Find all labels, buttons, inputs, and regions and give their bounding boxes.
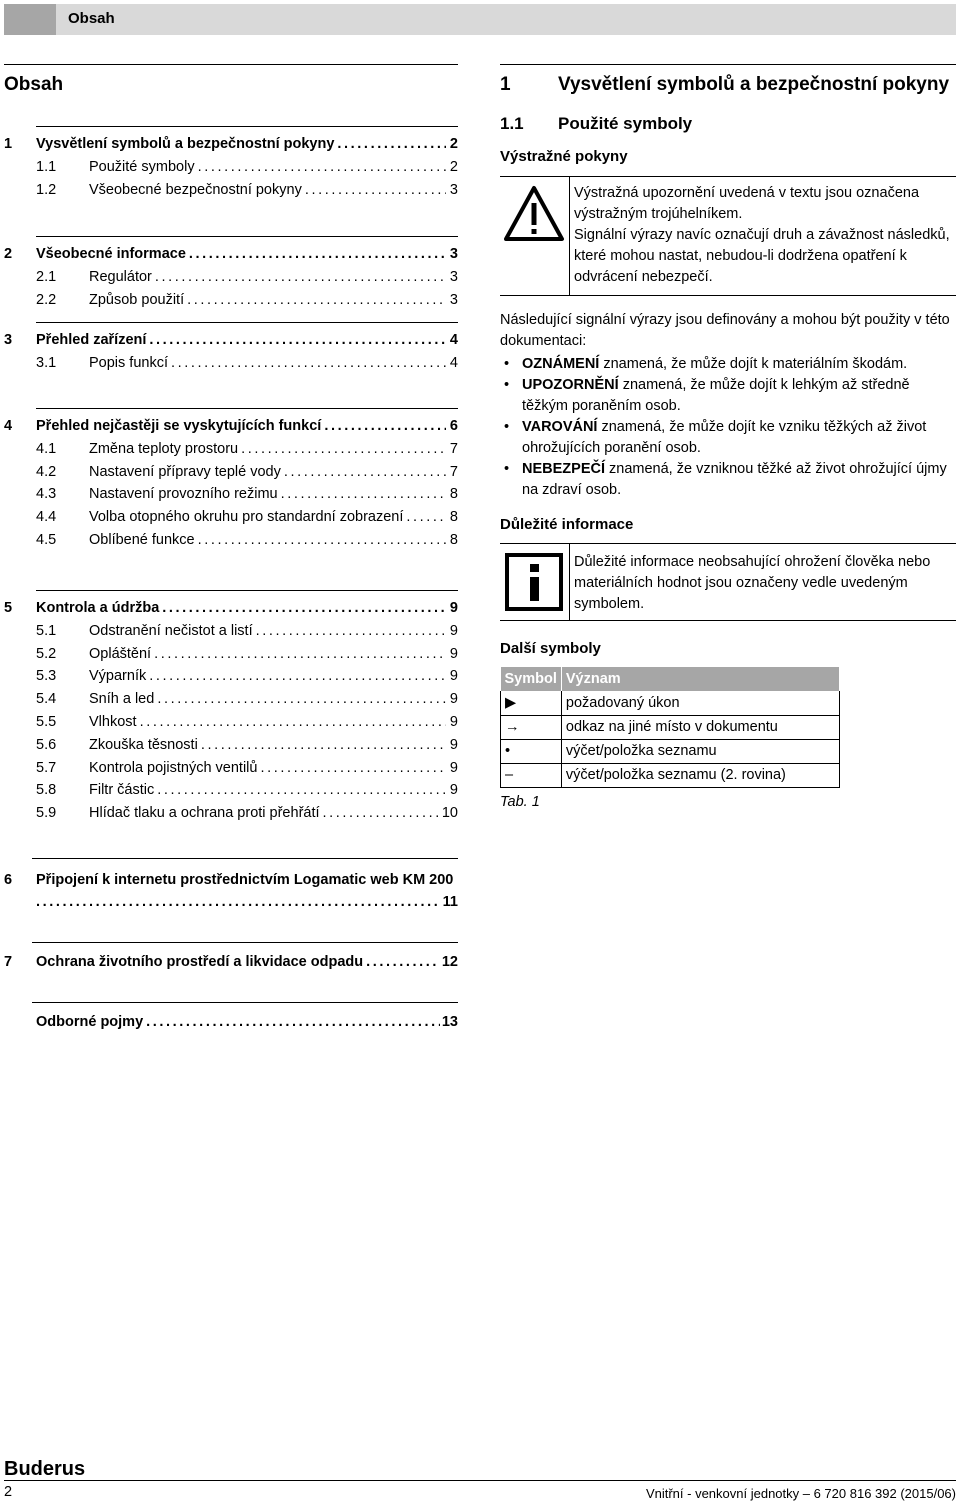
toc-leader-dots — [284, 464, 446, 480]
toc-entry-title-wrap — [36, 486, 458, 502]
toc-leader-dots — [189, 246, 446, 262]
toc-subsection-entry[interactable] — [4, 355, 458, 377]
important-heading: Důležité informace — [500, 516, 634, 533]
toc-entry-title-wrap — [36, 182, 458, 198]
important-text: Důležité informace neobsahující ohrožení člověka nebo materiálních hodnot jsou označeny vedle uvedeným symbolem. — [574, 554, 931, 612]
toc-entry-num: 6 — [4, 872, 13, 888]
toc-entry-title: Filtr částic — [89, 782, 155, 799]
toc-entry-num: 5.6 — [36, 736, 57, 753]
toc-entry-page: 11 — [442, 894, 458, 910]
toc-subsection-entry[interactable] — [4, 782, 458, 804]
toc-leader-dots — [324, 418, 446, 434]
toc-entry-page: 3 — [449, 291, 458, 308]
toc-entry-title: Připojení k internetu prostřednictvím Logamatic web KM 200 — [36, 872, 454, 888]
toc-subsection-entry[interactable] — [4, 269, 458, 291]
toc-leader-dots — [337, 136, 446, 152]
toc-entry-title: Zkouška těsnosti — [89, 736, 198, 753]
toc-wide-rule — [32, 1002, 458, 1003]
toc-leader-dots — [154, 646, 446, 662]
toc-entry-page: 6 — [449, 418, 458, 434]
toc-wide-rule — [32, 942, 458, 943]
toc-section-entry[interactable] — [4, 246, 458, 268]
toc-subsection-entry[interactable] — [4, 714, 458, 736]
section-heading-num: 1 — [500, 74, 511, 95]
toc-entry-title-wrap — [36, 714, 458, 730]
footer-rule — [4, 1480, 956, 1481]
toc-entry-title-wrap — [36, 805, 458, 821]
toc-subsection-entry[interactable] — [4, 486, 458, 508]
toc-rule-line — [36, 590, 458, 591]
toc-entry-page: 13 — [441, 1014, 458, 1030]
toc-entry-title: Oblíbené funkce — [89, 532, 195, 548]
toc-entry-num: 5.3 — [36, 668, 57, 685]
signal-word: OZNÁMENÍ — [522, 356, 600, 372]
toc-entry-num: 2.2 — [36, 291, 57, 308]
toc-entry-page: 9 — [449, 668, 458, 685]
toc-entry-title: Způsob použití — [89, 291, 185, 308]
page-number: 2 — [4, 1484, 13, 1500]
toc-entry-page: 7 — [449, 463, 458, 480]
toc-entry-title: Volba otopného okruhu pro standardní zobrazení — [89, 509, 404, 526]
toc-entry-title: Odstranění nečistot a listí — [89, 622, 253, 639]
toc-entry-page: 9 — [449, 691, 458, 708]
toc-wide-entry[interactable] — [4, 1014, 458, 1036]
meaning-cell: výčet/položka seznamu — [561, 739, 839, 763]
toc-subsection-entry[interactable] — [4, 760, 458, 782]
toc-entry-num: 5.4 — [36, 691, 57, 708]
symbol-col-header: Symbol — [501, 667, 562, 691]
toc-entry-page: 2 — [449, 136, 458, 152]
signal-description: znamená, že může dojít k materiálním škodám. — [599, 356, 908, 372]
meaning-cell: požadovaný úkon — [561, 691, 839, 715]
header-tab-block — [4, 4, 56, 35]
toc-entry-title-wrap — [36, 760, 458, 776]
toc-entry-title-wrap — [36, 623, 458, 639]
toc-subsection-entry[interactable] — [4, 509, 458, 531]
toc-section-entry[interactable] — [4, 332, 458, 354]
signal-item — [500, 417, 956, 459]
toc-entry-title-wrap — [36, 159, 458, 175]
symbol-table-row — [501, 715, 840, 739]
symbol-table-row — [501, 691, 840, 715]
toc-section-entry[interactable] — [4, 136, 458, 158]
toc-rule-line — [36, 408, 458, 409]
toc-entry-page: 9 — [449, 759, 458, 776]
toc-entry-title: Hlídač tlaku a ochrana proti přehřátí — [89, 805, 320, 822]
toc-subsection-entry[interactable] — [4, 737, 458, 759]
signal-word: VAROVÁNÍ — [522, 419, 598, 435]
toc-leader-dots — [260, 760, 446, 776]
signal-item — [500, 459, 956, 501]
toc-entry-title: Ochrana životního prostředí a likvidace odpadu — [36, 954, 364, 970]
toc-entry-num: 2.1 — [36, 268, 57, 285]
toc-subsection-entry[interactable] — [4, 691, 458, 713]
toc-section-entry[interactable] — [4, 600, 458, 622]
meaning-cell: odkaz na jiné místo v dokumentu — [561, 715, 839, 739]
toc-entry-title: Popis funkcí — [89, 354, 168, 371]
important-box — [500, 543, 956, 621]
signal-description: znamená, že vzniknou těžké až život ohrožující újmy na zdraví osob. — [522, 461, 947, 498]
warning-icon-col — [500, 177, 570, 295]
toc-entry-title: Vlhkost — [89, 714, 137, 730]
toc-entry-title-wrap — [36, 691, 458, 707]
toc-entry-num: 1.2 — [36, 181, 57, 198]
warning-box — [500, 176, 956, 296]
toc-leader-dots — [36, 894, 441, 910]
symbol-cell: → — [501, 715, 562, 739]
footer-doc-info: Vnitřní - venkovní jednotky – 6 720 816 392 (2015/06) — [645, 1486, 956, 1501]
toc-entry-title: Přehled zařízení — [36, 332, 147, 348]
warning-text-2: Signální výrazy navíc označují druh a závažnost následků, které mohou nastat, nebudou-li dodržena opatření k odvrácení nebezpečí. — [574, 227, 950, 285]
toc-entry-num: 1.1 — [36, 158, 57, 175]
toc-entry-page: 3 — [449, 246, 458, 262]
toc-entry-num: 4.3 — [36, 486, 57, 503]
symbol-table-row — [501, 739, 840, 763]
toc-leader-dots — [198, 532, 446, 548]
toc-wide-entry[interactable] — [4, 872, 458, 888]
toc-subsection-entry[interactable] — [4, 805, 458, 827]
toc-rule-line — [36, 126, 458, 127]
toc-entry-title: Opláštění — [89, 645, 152, 662]
toc-entry-num: 5.8 — [36, 782, 57, 799]
signal-item — [500, 354, 956, 375]
toc-entry-title-wrap — [36, 894, 458, 910]
toc-entry-title: Regulátor — [89, 268, 152, 285]
toc-entry-title-wrap — [36, 418, 458, 434]
toc-leader-dots — [323, 805, 440, 821]
toc-entry-title: Kontrola pojistných ventilů — [89, 759, 258, 776]
toc-leader-dots — [157, 782, 446, 798]
toc-subsection-entry[interactable] — [4, 646, 458, 668]
toc-entry-title-wrap — [36, 954, 458, 970]
toc-entry-num: 1 — [4, 136, 13, 152]
toc-entry-title: Vysvětlení symbolů a bezpečnostní pokyny — [36, 136, 335, 152]
symbol-table-row — [501, 763, 840, 787]
signal-word: UPOZORNĚNÍ — [522, 377, 619, 393]
toc-entry-num: 5.1 — [36, 622, 57, 639]
info-icon — [504, 552, 564, 612]
meaning-cell: výčet/položka seznamu (2. rovina) — [561, 763, 839, 787]
meaning-col-header: Význam — [561, 667, 839, 691]
toc-title: Obsah — [4, 74, 64, 95]
toc-entry-title: Přehled nejčastěji se vyskytujících funkcí — [36, 418, 322, 434]
toc-entry-num: 5.9 — [36, 805, 57, 822]
toc-entry-num: 2 — [4, 246, 13, 262]
section-heading — [500, 74, 949, 96]
toc-entry-num: 4 — [4, 418, 13, 434]
info-icon-col — [500, 544, 570, 620]
symbol-table-header — [501, 667, 840, 691]
toc-entry-num: 4.4 — [36, 509, 57, 526]
other-symbols-heading: Další symboly — [500, 640, 601, 657]
toc-entry-page: 8 — [449, 486, 458, 503]
toc-entry-title-wrap — [36, 1014, 458, 1030]
toc-entry-num: 4.2 — [36, 463, 57, 480]
toc-entry-page: 7 — [449, 440, 458, 457]
toc-subsection-entry[interactable] — [4, 464, 458, 486]
toc-entry-title: Použité symboly — [89, 158, 195, 175]
toc-leader-dots — [241, 441, 446, 457]
warning-text-1: Výstražná upozornění uvedená v textu jsou označena výstražným trojúhelníkem. — [574, 185, 920, 222]
toc-entry-num: 5.7 — [36, 759, 57, 776]
toc-entry-num: 3 — [4, 332, 13, 348]
toc-entry-title: Nastavení přípravy teplé vody — [89, 463, 281, 480]
toc-entry-page: 3 — [449, 181, 458, 198]
toc-entry-title: Sníh a led — [89, 691, 155, 708]
symbol-cell: – — [501, 763, 562, 787]
toc-entry-num: 7 — [4, 954, 13, 970]
toc-section-entry[interactable] — [4, 418, 458, 440]
toc-entry-title: Všeobecné bezpečnostní pokyny — [89, 181, 302, 198]
toc-entry-title: Změna teploty prostoru — [89, 440, 239, 457]
toc-entry-title-wrap — [36, 136, 458, 152]
toc-entry-page: 9 — [449, 600, 458, 616]
toc-entry-title-wrap — [36, 464, 458, 480]
toc-rule-line — [36, 322, 458, 323]
toc-entry-page: 10 — [441, 805, 458, 822]
toc-leader-dots — [256, 623, 446, 639]
toc-subsection-entry[interactable] — [4, 182, 458, 204]
toc-entry-page: 9 — [449, 622, 458, 639]
toc-entry-page: 4 — [449, 354, 458, 371]
toc-entry-num: 3.1 — [36, 354, 57, 371]
toc-subsection-entry[interactable] — [4, 623, 458, 645]
brand-logo: Buderus — [4, 1458, 86, 1480]
toc-subsection-entry[interactable] — [4, 441, 458, 463]
signal-word: NEBEZPEČÍ — [522, 461, 605, 477]
toc-entry-num: 5.2 — [36, 645, 57, 662]
right-top-rule — [500, 64, 956, 65]
toc-entry-title-wrap — [36, 532, 458, 548]
subsection-heading-num: 1.1 — [500, 114, 524, 133]
toc-entry-title: Odborné pojmy — [36, 1014, 144, 1030]
toc-wide-entry[interactable] — [4, 954, 458, 976]
toc-entry-page: 3 — [449, 268, 458, 285]
toc-leader-dots — [162, 600, 446, 616]
subsection-heading-text: Použité symboly — [558, 114, 693, 133]
toc-entry-title-wrap — [36, 782, 458, 798]
toc-entry-title-wrap — [36, 509, 458, 525]
toc-entry-title-wrap — [36, 246, 458, 262]
toc-leader-dots — [140, 714, 446, 730]
toc-entry-page: 9 — [449, 645, 458, 662]
toc-entry-num: 4.5 — [36, 532, 57, 548]
toc-subsection-entry[interactable] — [4, 159, 458, 181]
symbol-cell: • — [501, 739, 562, 763]
toc-entry-page: 4 — [449, 332, 458, 348]
toc-entry-title: Všeobecné informace — [36, 246, 186, 262]
toc-entry-title-wrap — [36, 292, 458, 308]
toc-leader-dots — [201, 737, 446, 753]
toc-leader-dots — [149, 332, 446, 348]
toc-leader-dots — [146, 1014, 440, 1030]
toc-entry-title-wrap — [36, 332, 458, 348]
toc-entry-title-wrap — [36, 668, 458, 684]
toc-entry-title-wrap — [36, 355, 458, 371]
toc-entry-title: Výparník — [89, 668, 147, 685]
toc-entry-page: 2 — [449, 158, 458, 175]
toc-entry-num: 4.1 — [36, 440, 57, 457]
toc-subsection-entry[interactable] — [4, 668, 458, 690]
toc-leader-dots — [187, 292, 446, 308]
toc-entry-title-wrap — [36, 600, 458, 616]
toc-leader-dots — [281, 486, 446, 502]
toc-entry-num: 5.5 — [36, 714, 57, 730]
toc-leader-dots — [155, 269, 446, 285]
toc-leader-dots — [157, 691, 446, 707]
signal-description: znamená, že může dojít ke vzniku těžkých až život ohrožujících poranění osob. — [522, 419, 927, 456]
signal-description: znamená, že může dojít k lehkým až středně těžkým poraněním osob. — [522, 377, 910, 414]
toc-leader-dots — [366, 954, 440, 970]
toc-wide-rule — [32, 858, 458, 859]
toc-entry-page: 9 — [449, 736, 458, 753]
warnings-heading: Výstražné pokyny — [500, 148, 628, 165]
toc-leader-dots — [305, 182, 446, 198]
signal-list — [500, 354, 956, 501]
toc-leader-dots — [171, 355, 446, 371]
toc-entry-title-wrap — [36, 441, 458, 457]
toc-entry-num: 5 — [4, 600, 13, 616]
page-header — [4, 4, 956, 35]
toc-subsection-entry[interactable] — [4, 532, 458, 554]
toc-entry-title: Kontrola a údržba — [36, 600, 160, 616]
section-heading-text: Vysvětlení symbolů a bezpečnostní pokyny — [558, 74, 950, 95]
header-title: Obsah — [68, 10, 115, 27]
toc-entry-title-wrap — [36, 646, 458, 662]
toc-top-rule — [4, 64, 458, 65]
toc-wide-entry-leader — [4, 894, 458, 916]
signal-item — [500, 375, 956, 417]
toc-leader-dots — [198, 159, 446, 175]
toc-entry-title-wrap — [36, 269, 458, 285]
toc-entry-page: 9 — [449, 782, 458, 799]
toc-entry-title-wrap — [36, 737, 458, 753]
toc-entry-title: Nastavení provozního režimu — [89, 486, 278, 503]
toc-entry-page: 8 — [449, 509, 458, 526]
toc-entry-page: 8 — [449, 532, 458, 548]
symbol-cell: ▶ — [501, 691, 562, 715]
symbol-table — [500, 667, 840, 788]
signal-intro: Následující signální výrazy jsou definovány a mohou být použity v této dokumentaci: — [500, 312, 950, 349]
subsection-heading — [500, 114, 692, 134]
warning-triangle-icon — [502, 183, 566, 247]
toc-entry-page: 9 — [449, 714, 458, 730]
toc-rule-line — [36, 236, 458, 237]
toc-leader-dots — [149, 668, 446, 684]
table-caption: Tab. 1 — [500, 794, 540, 810]
toc-leader-dots — [406, 509, 446, 525]
toc-entry-page: 12 — [441, 954, 458, 970]
toc-subsection-entry[interactable] — [4, 292, 458, 314]
